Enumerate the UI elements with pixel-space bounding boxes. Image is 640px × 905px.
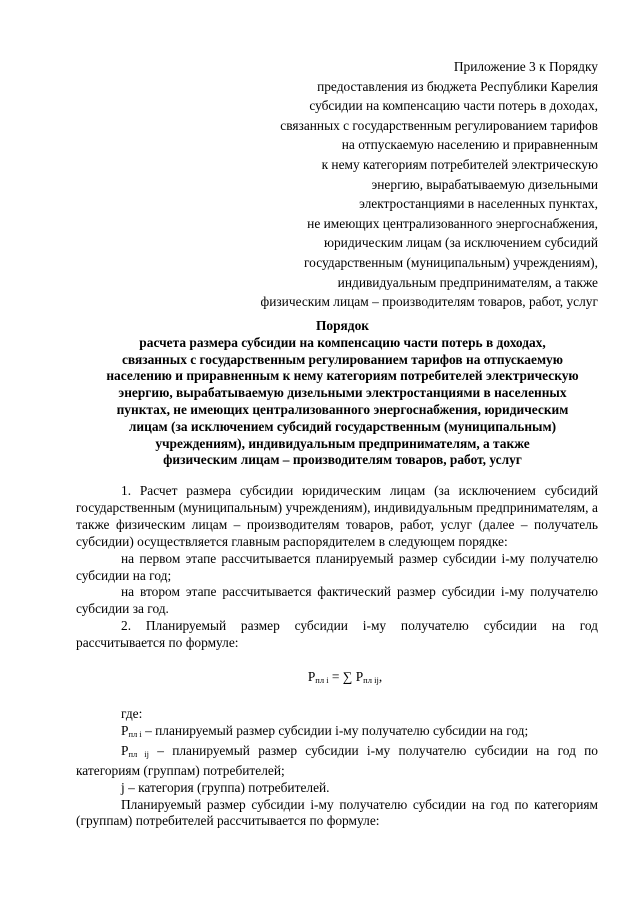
def-text: – планируемый размер субсидии i-му получателю субсидии на год; [141, 722, 529, 738]
appendix-line: электростанциями в населенных пунктах, [359, 196, 598, 212]
paragraph-stage-2: на втором этапе рассчитывается фактический размер субсидии i-му получателю субсидии за год. [76, 584, 598, 617]
appendix-line: на отпускаемую населению и приравненным [341, 137, 598, 153]
formula-left-symbol: P [307, 669, 316, 685]
def-subscript: пл ij [128, 748, 149, 759]
def-symbol: P [121, 742, 129, 758]
appendix-line: физическим лицам – производителям товаров, работ, услуг [260, 294, 598, 310]
appendix-line: индивидуальным предпринимателям, а также [337, 274, 598, 290]
formula-operator: = ∑ [328, 669, 356, 685]
def-subscript: пл i [128, 728, 142, 739]
def-text: – планируемый размер субсидии i-му получателю субсидии на год по категориям (группам) потребителей; [76, 742, 598, 778]
formula-left-subscript: пл i [315, 675, 329, 686]
definition-p-pl-i [76, 723, 598, 743]
definition-p-pl-ij [76, 743, 598, 780]
document-title [100, 318, 585, 469]
appendix-line: связанных с государственным регулированием тарифов [280, 117, 598, 133]
appendix-line: энергию, вырабатываемую дизельными [371, 176, 598, 192]
where-label: где: [121, 705, 143, 721]
paragraph-3: Планируемый размер субсидии i-му получателю субсидии на год по категориям (группам) потребителей рассчитывается по формуле: [76, 796, 598, 829]
title-line: связанных с государственным регулированием тарифов на отпускаемую [121, 351, 563, 367]
paragraph-2: 2. Планируемый размер субсидии i-му получателю субсидии на год рассчитывается по формуле: [76, 618, 598, 651]
formula-right-symbol: P [355, 669, 364, 685]
appendix-line: не имеющих централизованного энергоснабжения, [307, 215, 598, 231]
definition-j: j – категория (группа) потребителей. [121, 779, 330, 795]
title-line: пунктах, не имеющих централизованного энергоснабжения, юридическим [116, 401, 569, 417]
document-body [76, 483, 598, 830]
appendix-line: Приложение 3 к Порядку [453, 59, 598, 74]
title-line: учреждениям), индивидуальным предпринимателям, а также [155, 435, 530, 451]
def-symbol: P [121, 722, 129, 738]
title-line: энергию, вырабатываемую дизельными электростанциями в населенных [118, 385, 567, 401]
appendix-line: государственным (муниципальным) учреждениям), [304, 254, 598, 270]
appendix-line: юридическим лицам (за исключением субсидий [323, 235, 598, 251]
title-line: Порядок [316, 318, 369, 333]
appendix-header [180, 57, 598, 312]
title-line: расчета размера субсидии на компенсацию части потерь в доходах, [139, 334, 546, 350]
appendix-line: предоставления из бюджета Республики Карелия [317, 78, 598, 94]
paragraph-1: 1. Расчет размера субсидии юридическим лицам (за исключением субсидий государственным (муниципальным) учреждениям), индивидуальным предпринимателям, а также физическим лицам – производителям товаров, работ, услуг (далее – получатель субсидии) осуществляется главным распорядителем в следующем порядке: [76, 483, 598, 549]
formula-right-subscript: пл ij [363, 675, 379, 686]
paragraph-stage-1: на первом этапе рассчитывается планируемый размер субсидии i-му получателю субсидии на год; [76, 550, 598, 583]
title-line: лицам (за исключением субсидий государственным (муниципальным) [128, 418, 557, 434]
appendix-line: к нему категориям потребителей электрическую [321, 156, 598, 172]
title-line: населению и приравненным к нему категориям потребителей электрическую [106, 368, 579, 384]
title-line: физическим лицам – производителям товаров, работ, услуг [163, 452, 522, 468]
formula-planned-subsidy [76, 669, 598, 689]
appendix-line: субсидии на компенсацию части потерь в доходах, [309, 98, 598, 114]
formula-tail: , [378, 669, 383, 685]
